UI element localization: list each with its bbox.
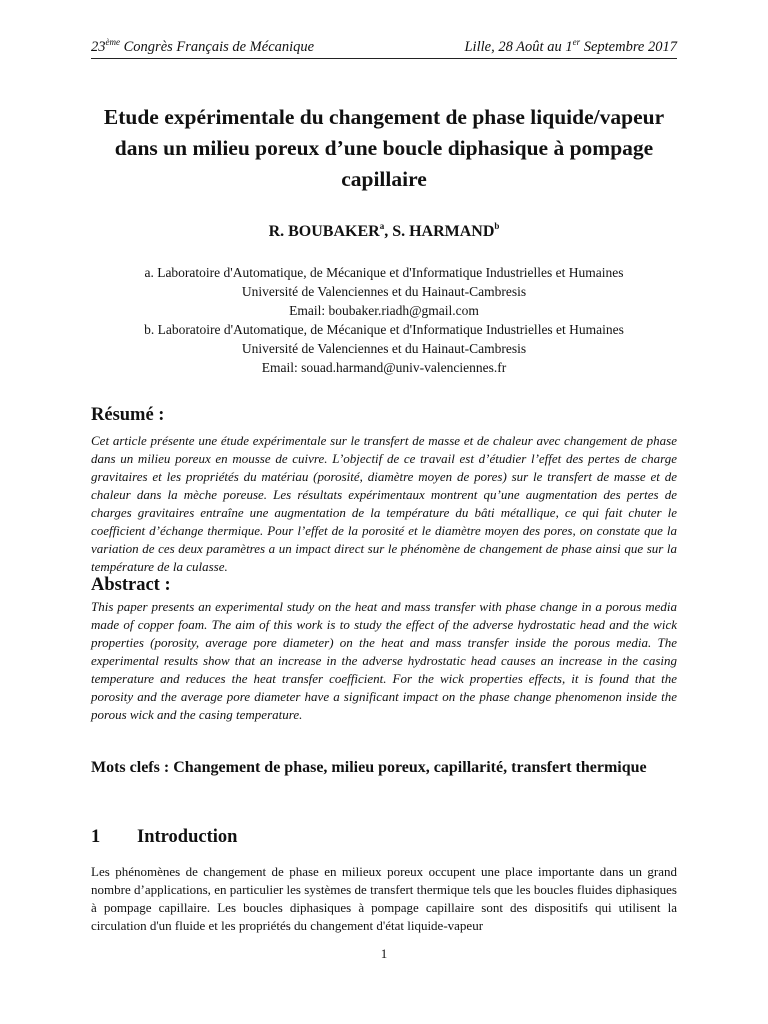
affiliation-line: b. Laboratoire d'Automatique, de Mécanique et d'Informatique Industrielles et Humaines bbox=[144, 322, 624, 337]
abstract-text: This paper presents an experimental study on the heat and mass transfer with phase change in a porous media made of copper foam. The aim of this work is to study the effect of the adverse hydrostatic head and the wick properties (porosity, average pore diameter) on the heat and mass transfer inside the porous media. The experimental results show that an increase in the adverse hydrostatic head causes an increase in the casing temperature and reduces the heat transfer coefficient. For the wick properties effects, it is found that the porosity and the average pore diameter have a significant impact on the phase change phenomenon inside the porous wick and the casing temperature. bbox=[91, 599, 677, 722]
introduction-text: Les phénomènes de changement de phase en milieux poreux occupent une place importante dans un grand nombre d’applications, en particulier les systèmes de transfert thermique tels que les boucles fluides diphasiques à pompage capillaire. Les boucles diphasiques à pompage capillaire sont des dispositifs qui utilisent la circulation d'un fluide et les propriétés du changement d'état liquide-vapeur bbox=[91, 864, 677, 933]
affiliations bbox=[91, 263, 677, 377]
running-header bbox=[91, 38, 677, 59]
author-affiliation-mark: a bbox=[379, 221, 385, 231]
paper-title: Etude expérimentale du changement de phase liquide/vapeur dans un milieu poreux d’une boucle diphasique à pompage capillaire bbox=[103, 105, 665, 191]
abstract-heading: Abstract : bbox=[91, 575, 171, 595]
introduction-heading bbox=[91, 826, 237, 848]
section-title: Introduction bbox=[137, 827, 238, 847]
conference-name: 23ème Congrès Français de Mécanique bbox=[91, 37, 315, 55]
author-name: S. HARMAND bbox=[392, 223, 495, 240]
page-number: 1 bbox=[380, 946, 388, 961]
resume-heading: Résumé : bbox=[91, 405, 165, 425]
conference-date: Lille, 28 Août au 1er Septembre 2017 bbox=[464, 37, 677, 55]
resume-text: Cet article présente une étude expérimentale sur le transfert de masse et de chaleur avec changement de phase dans un milieu poreux en mousse de cuivre. L’objectif de ce travail est d’étudier l’effet des pertes de charge gravitaires et les propriétés du matériau (porosité, diamètre moyen de pores) sur le transfert de masse et de chaleur dans la mèche poreuse. Les résultats expérimentaux montrent qu’une augmentation des pertes de charges gravitaires entraîne une augmentation de la température du bâti métallique, ce qui fait chuter le coefficient d’échange thermique. Pour l’effet de la porosité et le diamètre moyen des pores, on constate que la variation de ces deux paramètres a un impact direct sur le phénomène de changement de phase ainsi que sur la température de la culasse. bbox=[91, 433, 677, 574]
author-name: R. BOUBAKER bbox=[268, 223, 380, 240]
affiliation-email: Email: boubaker.riadh@gmail.com bbox=[289, 303, 479, 318]
affiliation-line: a. Laboratoire d'Automatique, de Mécanique et d'Informatique Industrielles et Humaines bbox=[144, 265, 624, 280]
author-affiliation-mark: b bbox=[494, 221, 500, 231]
affiliation-line: Université de Valenciennes et du Hainaut-Cambresis bbox=[241, 284, 527, 299]
section-number: 1 bbox=[91, 827, 101, 847]
author-line: R. BOUBAKER$^a$, S. HARMAND$^b$ bbox=[268, 221, 500, 240]
keywords: Mots clefs : Changement de phase, milieu poreux, capillarité, transfert thermique bbox=[91, 759, 647, 776]
affiliation-line: Université de Valenciennes et du Hainaut-Cambresis bbox=[241, 341, 527, 356]
affiliation-email: Email: souad.harmand@univ-valenciennes.fr bbox=[261, 360, 507, 375]
